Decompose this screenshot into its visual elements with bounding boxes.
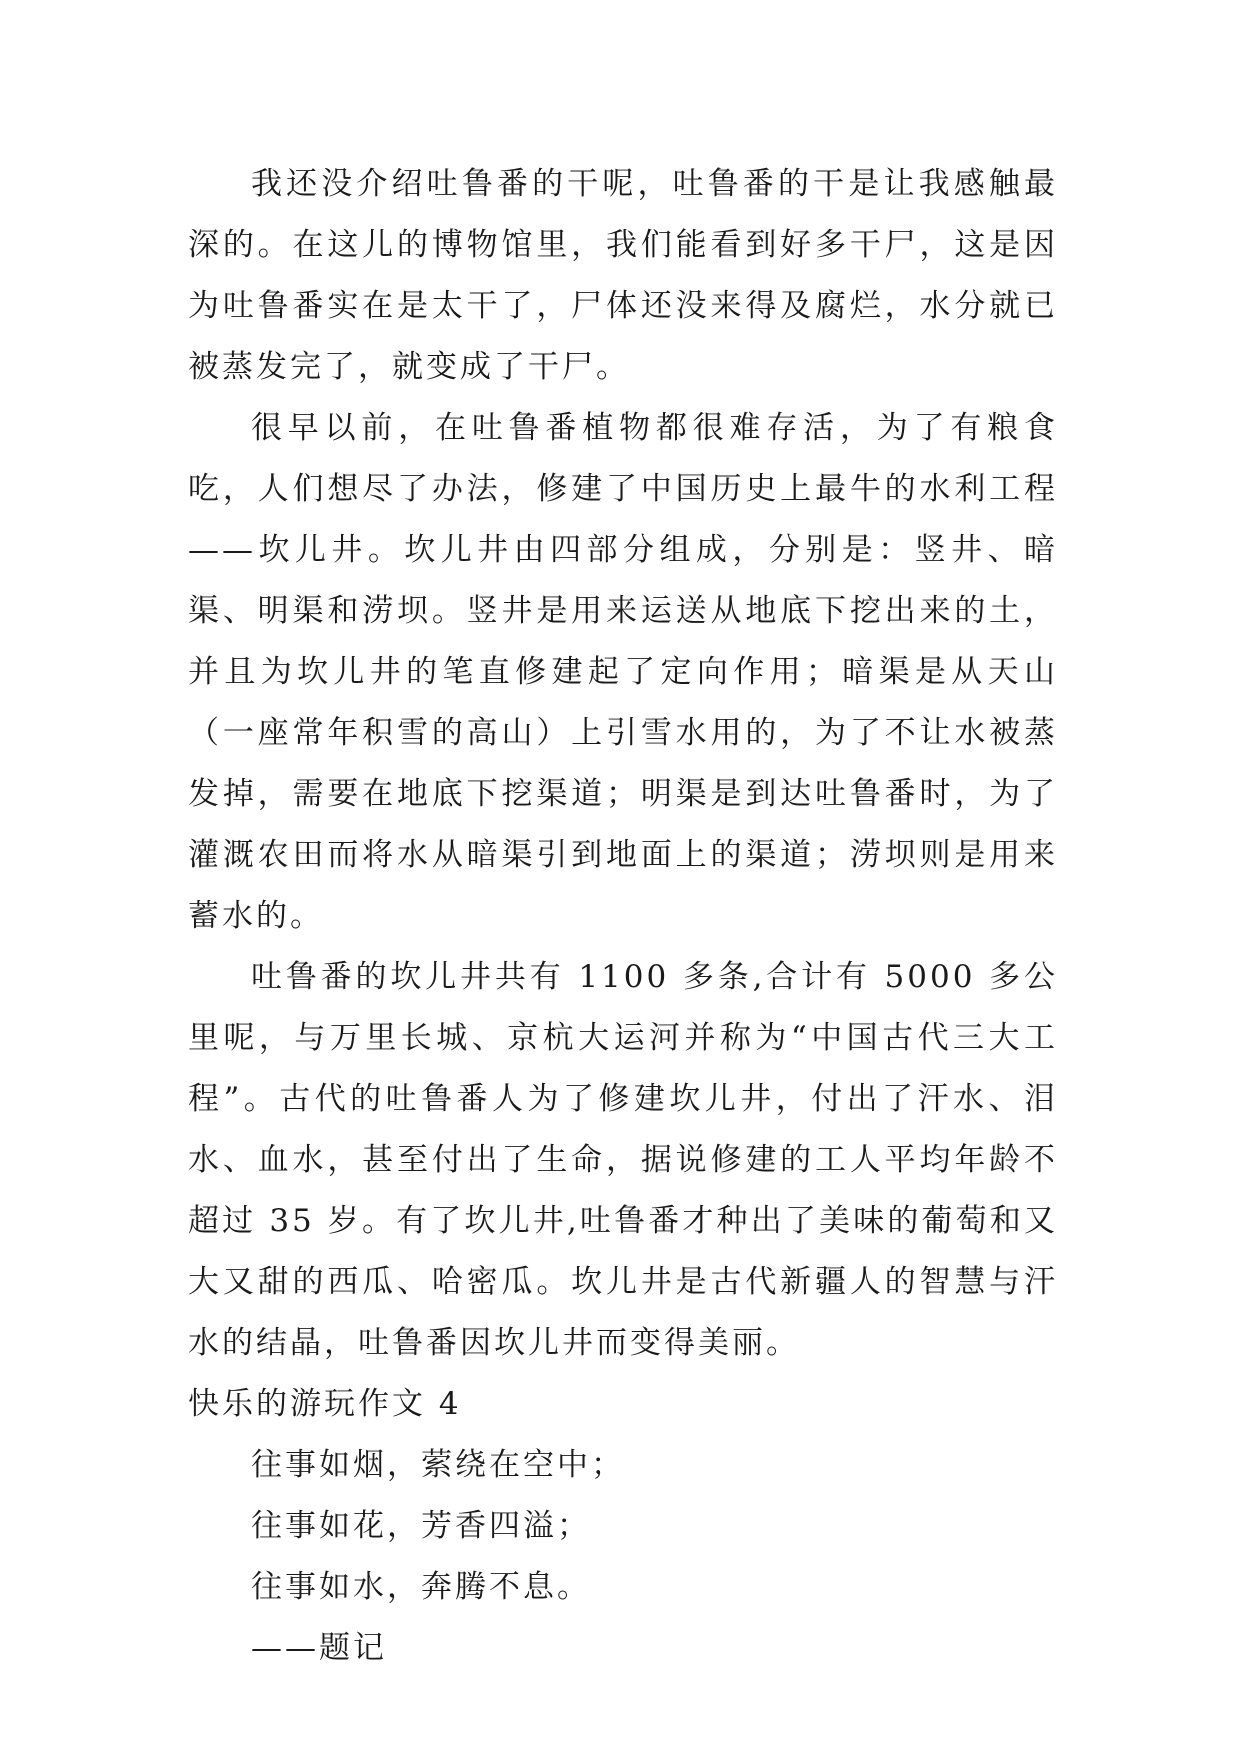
- paragraph-dry-mummies: 我还没介绍吐鲁番的干呢，吐鲁番的干是让我感触最深的。在这儿的博物馆里，我们能看到好多干尸，这是因为吐鲁番实在是太干了，尸体还没来得及腐烂，水分就已被蒸发完了，就变成了干尸。: [188, 166, 1058, 385]
- epigraph-attribution: ——题记: [251, 1630, 387, 1666]
- document-body: [188, 154, 1058, 1679]
- verse-line: 往事如水，奔腾不息。: [251, 1569, 591, 1605]
- paragraph-karez-structure: 很早以前，在吐鲁番植物都很难存活，为了有粮食吃，人们想尽了办法，修建了中国历史上最牛的水利工程——坎儿井。坎儿井由四部分组成，分别是：竖井、暗渠、明渠和涝坝。竖井是用来运送从地底下挖出来的土，并且为坎儿井的笔直修建起了定向作用；暗渠是从天山（一座常年积雪的高山）上引雪水用的，为了不让水被蒸发掉，需要在地底下挖渠道；明渠是到达吐鲁番时，为了灌溉农田而将水从暗渠引到地面上的渠道；涝坝则是用来蓄水的。: [188, 410, 1058, 934]
- section-title: 快乐的游玩作文 4: [188, 1386, 462, 1422]
- verse-line: 往事如花，芳香四溢；: [251, 1508, 591, 1544]
- verse-line: 往事如烟，萦绕在空中；: [251, 1447, 625, 1483]
- paragraph-karez-history: 吐鲁番的坎儿井共有 1100 多条,合计有 5000 多公里呢，与万里长城、京杭大运河并称为“中国古代三大工程”。古代的吐鲁番人为了修建坎儿井，付出了汗水、泪水、血水，甚至付出了生命，据说修建的工人平均年龄不超过 35 岁。有了坎儿井,吐鲁番才种出了美味的葡萄和又大又甜的西瓜、哈密瓜。坎儿井是古代新疆人的智慧与汗水的结晶，吐鲁番因坎儿井而变得美丽。: [188, 959, 1058, 1361]
